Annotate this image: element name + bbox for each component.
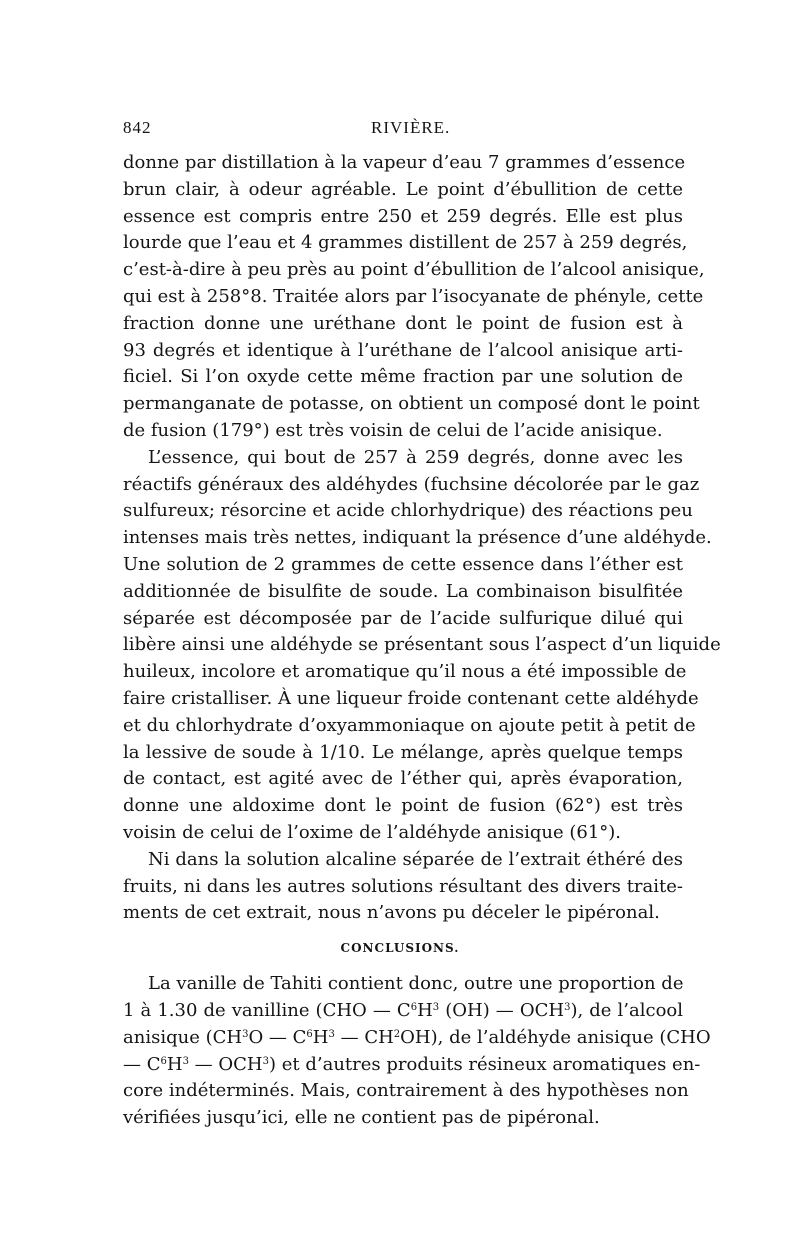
conclusion-line: vérifiées jusqu’ici, elle ne contient pas de pipéronal. — [123, 1107, 600, 1129]
body-line: brun clair, à odeur agréable. Le point d’ébullition de cette — [123, 178, 683, 200]
section-heading: CONCLUSIONS. — [340, 941, 460, 956]
body-line: donne une aldoxime dont le point de fusion (62°) est très — [123, 795, 683, 817]
body-line: ficiel. Si l’on oxyde cette même fraction par une solution de — [123, 366, 683, 388]
body-line: ments de cet extrait, nous n’avons pu déceler le pipéronal. — [123, 902, 660, 924]
body-line: la lessive de soude à 1/10. Le mélange, après quelque temps — [123, 741, 683, 763]
conclusion-line: anisique ($CH^3O$ — $C^6H^3$ — $CH^2OH$), de l’aldéhyde anisique (CHO — [123, 1026, 711, 1048]
body-line: additionnée de bisulfite de soude. La combinaison bisulfitée — [123, 580, 683, 602]
body-line: L’essence, qui bout de 257 à 259 degrés, donne avec les — [148, 446, 683, 468]
body-line: faire cristalliser. À une liqueur froide contenant cette aldéhyde — [123, 688, 699, 709]
running-title: RIVIÈRE. — [371, 118, 451, 137]
body-line: de contact, est agité avec de l’éther qui, après évaporation, — [123, 768, 683, 790]
body-line: lourde que l’eau et 4 grammes distillent de 257 à 259 degrés, — [123, 232, 688, 254]
body-line: fraction donne une uréthane dont le point de fusion est à — [123, 312, 683, 334]
conclusion-line: La vanille de Tahiti contient donc, outre une proportion de — [148, 973, 684, 995]
conclusion-line: core indéterminés. Mais, contrairement à des hypothèses non — [123, 1080, 689, 1102]
conclusion-line: — $C^6H^3$ — OCH$^3$) et d’autres produits résineux aromatiques en- — [123, 1053, 701, 1075]
body-line: libère ainsi une aldéhyde se présentant sous l’aspect d’un liquide — [123, 634, 721, 656]
body-line: donne par distillation à la vapeur d’eau 7 grammes d’essence — [123, 152, 686, 173]
body-line: permanganate de potasse, on obtient un composé dont le point — [123, 393, 700, 415]
body-line: Une solution de 2 grammes de cette essence dans l’éther est — [123, 554, 683, 575]
body-line: qui est à 258°8. Traitée alors par l’isocyanate de phényle, cette — [123, 286, 704, 307]
body-line: fruits, ni dans les autres solutions résultant des divers traite- — [123, 875, 683, 897]
body-line: huileux, incolore et aromatique qu’il nous a été impossible de — [123, 661, 687, 683]
body-line: de fusion (179°) est très voisin de celui de l’acide anisique. — [123, 420, 663, 441]
body-line: voisin de celui de l’oxime de l’aldéhyde anisique (61°). — [123, 822, 622, 843]
body-line: et du chlorhydrate d’oxyammoniaque on ajoute petit à petit de — [123, 714, 696, 736]
body-line: Ni dans la solution alcaline séparée de l’extrait éthéré des — [148, 848, 683, 870]
body-line: c’est-à-dire à peu près au point d’ébullition de l’alcool anisique, — [123, 259, 705, 281]
body-line: intenses mais très nettes, indiquant la présence d’une aldéhyde. — [123, 527, 712, 549]
page-number: 842 — [123, 118, 152, 137]
body-line: réactifs généraux des aldéhydes (fuchsine décolorée par le gaz — [123, 473, 700, 495]
body-line: 93 degrés et identique à l’uréthane de l’alcool anisique arti- — [123, 339, 683, 361]
body-line: essence est compris entre 250 et 259 degrés. Elle est plus — [123, 205, 683, 227]
running-head — [123, 118, 683, 142]
conclusion-line: 1 à 1.30 de vanilline (CHO — $C^6H^3$ (OH) — OCH$^3$), de l’alcool — [123, 1000, 684, 1021]
body-line: sulfureux; résorcine et acide chlorhydrique) des réactions peu — [123, 500, 693, 522]
body-line: séparée est décomposée par de l’acide sulfurique dilué qui — [123, 607, 683, 629]
